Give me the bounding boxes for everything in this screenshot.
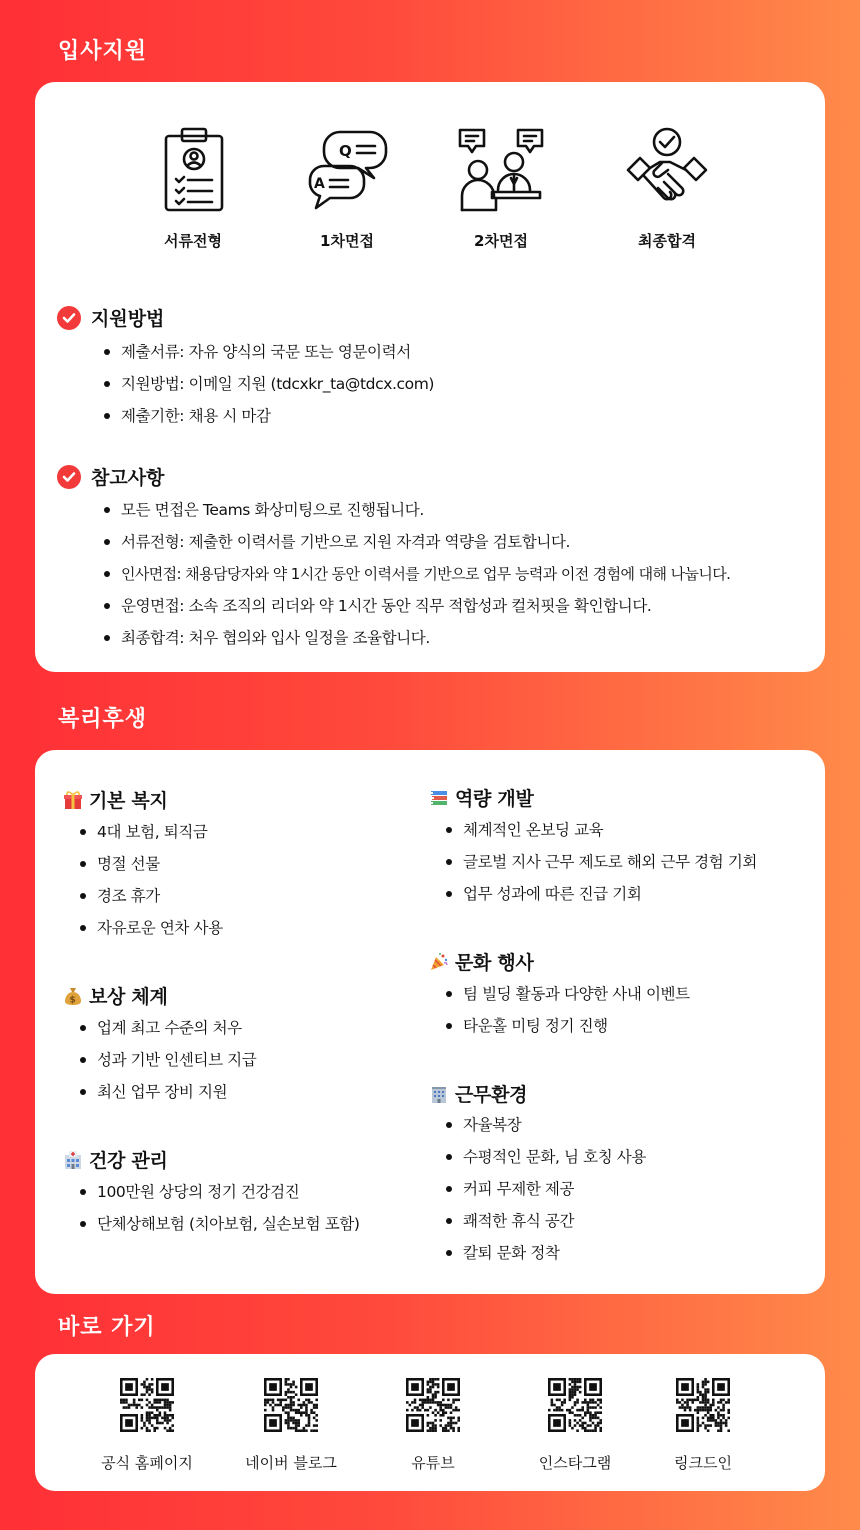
list-item: 100만원 상당의 정기 건강검진 — [77, 1176, 360, 1208]
qr-code-icon[interactable] — [548, 1378, 602, 1432]
notes-list — [101, 494, 730, 654]
list-item: 최신 업무 장비 지원 — [77, 1076, 256, 1108]
benefit-title: 기본 복지 — [89, 790, 168, 812]
check-circle-icon — [57, 465, 81, 489]
benefit-title: 근무환경 — [455, 1084, 528, 1106]
list-item: 커피 무제한 제공 — [443, 1173, 646, 1205]
benefit-title: 보상 체계 — [89, 986, 168, 1008]
qr-code-icon[interactable] — [676, 1378, 730, 1432]
qr-code-icon[interactable] — [120, 1378, 174, 1432]
svg-text:Q: Q — [339, 142, 352, 160]
process-step-label: 2차면접 — [474, 232, 528, 250]
benefit-title: 문화 행사 — [455, 952, 534, 974]
list-item: 4대 보험, 퇴직금 — [77, 816, 223, 848]
gift-icon — [63, 790, 83, 810]
list-item: 체계적인 온보딩 교육 — [443, 814, 757, 846]
benefit-title: 건강 관리 — [89, 1150, 168, 1172]
link-label[interactable]: 링크드인 — [674, 1454, 732, 1472]
link-linkedin[interactable] — [633, 1378, 773, 1473]
money-bag-icon — [63, 986, 83, 1006]
qr-code-icon[interactable] — [264, 1378, 318, 1432]
list-item: 자율복장 — [443, 1109, 646, 1141]
hospital-icon — [63, 1150, 83, 1170]
benefit-workplace-heading — [429, 1080, 527, 1107]
links-section-title: 바로 가기 — [58, 1315, 156, 1340]
handshake-check-icon — [622, 126, 712, 216]
process-step-label: 서류전형 — [164, 232, 222, 250]
benefit-compensation-list — [77, 1012, 256, 1108]
benefits-section-title: 복리후생 — [58, 707, 148, 732]
list-item: 수평적인 문화, 님 호칭 사용 — [443, 1141, 646, 1173]
list-item: 성과 기반 인센티브 지급 — [77, 1044, 256, 1076]
apply-method-list — [101, 336, 434, 432]
benefit-culture-list — [443, 978, 690, 1042]
link-label[interactable]: 공식 홈페이지 — [101, 1454, 193, 1472]
list-item: 운영면접: 소속 조직의 리더와 약 1시간 동안 직무 적합성과 컬처핏을 확인합니다. — [101, 590, 730, 622]
qr-code-icon[interactable] — [406, 1378, 460, 1432]
process-step-label: 1차면접 — [320, 232, 374, 250]
benefit-title: 역량 개발 — [455, 788, 534, 810]
list-item: 단체상해보험 (치아보험, 실손보험 포함) — [77, 1208, 360, 1240]
hiring-card — [35, 82, 825, 672]
link-youtube[interactable] — [363, 1378, 503, 1473]
party-popper-icon — [429, 952, 449, 972]
benefit-growth-list — [443, 814, 757, 910]
list-item: 모든 면접은 Teams 화상미팅으로 진행됩니다. — [101, 494, 730, 526]
benefit-health-list — [77, 1176, 360, 1240]
link-instagram[interactable] — [505, 1378, 645, 1473]
list-item: 팀 빌딩 활동과 다양한 사내 이벤트 — [443, 978, 690, 1010]
list-item: 업계 최고 수준의 처우 — [77, 1012, 256, 1044]
apply-method-title: 지원방법 — [91, 308, 165, 330]
svg-text:A: A — [314, 176, 325, 192]
link-label[interactable]: 인스타그램 — [538, 1454, 612, 1472]
link-label[interactable]: 유튜브 — [411, 1454, 455, 1472]
process-step-first-interview — [277, 126, 417, 251]
list-item: 글로벌 지사 근무 제도로 해외 근무 경험 기회 — [443, 846, 757, 878]
office-building-icon — [429, 1084, 449, 1104]
list-item: 경조 휴가 — [77, 880, 223, 912]
process-step-second-interview — [431, 126, 571, 251]
links-card — [35, 1354, 825, 1491]
link-homepage[interactable] — [77, 1378, 217, 1473]
clipboard-resume-icon — [158, 126, 228, 216]
apply-method-heading — [57, 304, 164, 331]
list-item: 타운홀 미팅 정기 진행 — [443, 1010, 690, 1042]
list-item: 쾌적한 휴식 공간 — [443, 1205, 646, 1237]
list-item: 업무 성과에 따른 진급 기회 — [443, 878, 757, 910]
benefit-basic-list — [77, 816, 223, 944]
hiring-section-title: 입사지원 — [58, 39, 148, 64]
benefit-workplace-list — [443, 1109, 646, 1269]
process-step-document — [123, 126, 263, 251]
list-item: 명절 선물 — [77, 848, 223, 880]
list-item: 인사면접: 채용담당자와 약 1시간 동안 이력서를 기반으로 업무 능력과 이전 경험에 대해 나눕니다. — [101, 558, 730, 590]
list-item: 자유로운 연차 사용 — [77, 912, 223, 944]
list-item: 지원방법: 이메일 지원 (tdcxkr_ta@tdcx.com) — [101, 368, 434, 400]
benefit-culture-heading — [429, 948, 534, 975]
books-icon — [429, 788, 449, 808]
svg-text:$: $ — [69, 995, 76, 1005]
benefits-card — [35, 750, 825, 1294]
list-item: 제출서류: 자유 양식의 국문 또는 영문이력서 — [101, 336, 434, 368]
check-circle-icon — [57, 306, 81, 330]
notes-heading — [57, 463, 164, 490]
list-item: 최종합격: 처우 협의와 입사 일정을 조율합니다. — [101, 622, 730, 654]
list-item: 칼퇴 문화 정착 — [443, 1237, 646, 1269]
interview-desk-icon — [456, 126, 546, 216]
link-label[interactable]: 네이버 블로그 — [245, 1454, 337, 1472]
qa-chat-icon — [302, 126, 392, 216]
process-step-final-offer — [597, 126, 737, 251]
link-naver-blog[interactable] — [221, 1378, 361, 1473]
benefit-basic-heading — [63, 786, 168, 813]
benefit-health-heading — [63, 1146, 168, 1173]
benefit-growth-heading — [429, 784, 534, 811]
list-item: 서류전형: 제출한 이력서를 기반으로 지원 자격과 역량을 검토합니다. — [101, 526, 730, 558]
benefit-compensation-heading — [63, 982, 168, 1009]
notes-title: 참고사항 — [91, 467, 165, 489]
process-steps — [35, 126, 825, 256]
process-step-label: 최종합격 — [638, 232, 696, 250]
list-item: 제출기한: 채용 시 마감 — [101, 400, 434, 432]
